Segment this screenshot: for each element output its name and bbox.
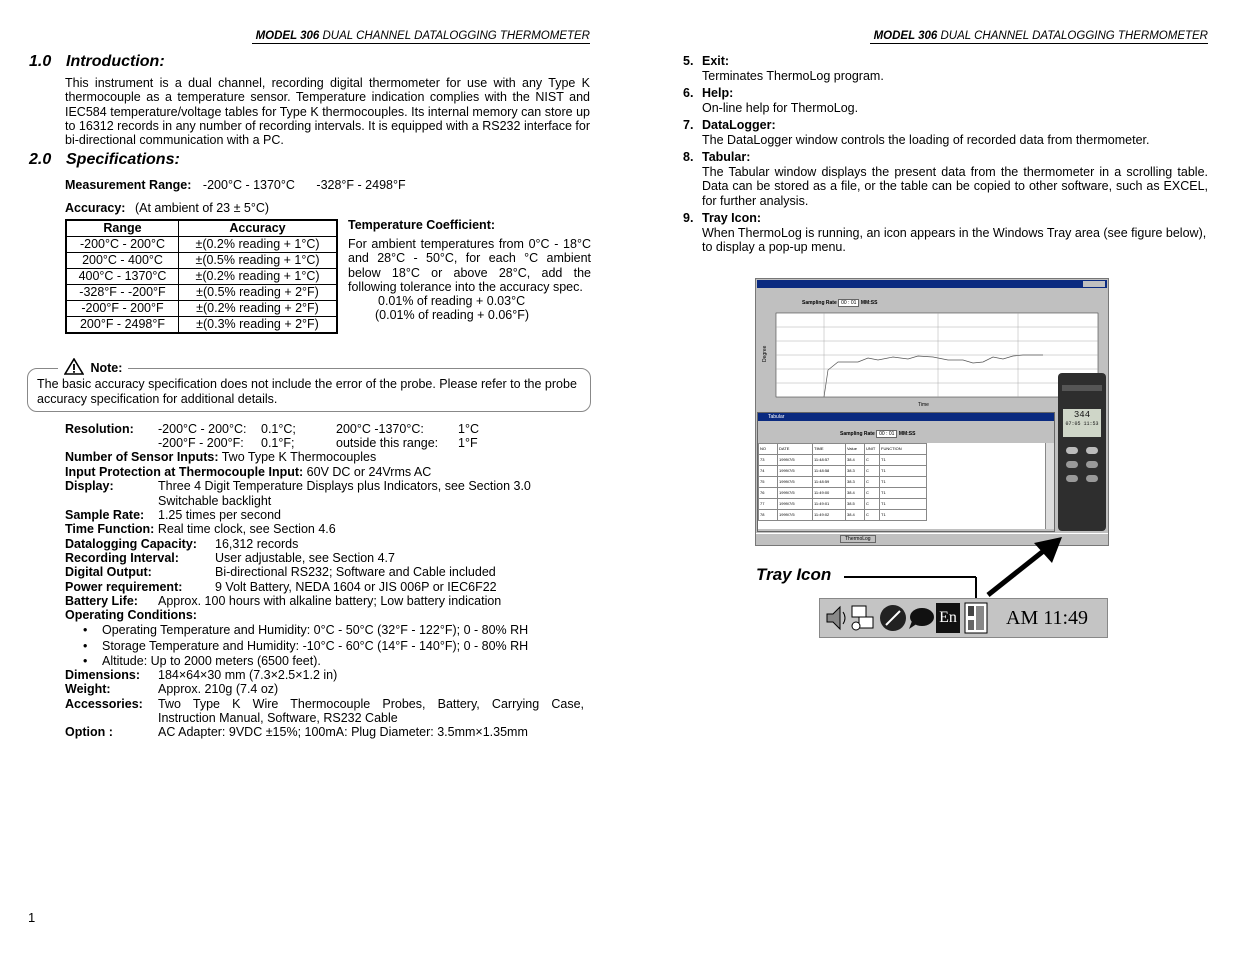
page-header-right [870, 30, 1208, 44]
header-model: MODEL 306 [873, 30, 938, 42]
meter-reading-sub: 07:05 11:53 [1065, 421, 1099, 427]
tabular-table: NO DATE TIME Value UNIT FUNCTION 73 1999/7/5 11:48:57 38.4 C T1 74 1999/7/5 11:48:58 38.3 C T1 75 1999/7/5 11:48:59 38.3 C T1 76 1999/7/5 11:49:00 38.4 C T1 77 1999/7/5 11:49:01 38.5 C T1 78 1999/7/5 11:49:02 38.4 C T1 [758, 443, 927, 521]
list-item: 6. Help: On-line help for ThermoLog. [683, 86, 859, 115]
measurement-range: Measurement Range: -200°C - 1370°C -328°F - 2498°F [65, 178, 406, 192]
thermolog-tray-icon[interactable] [964, 602, 988, 634]
list-item: 5. Exit: Terminates ThermoLog program. [683, 54, 884, 83]
time-function: Time Function: Real time clock, see Section 4.6 [65, 522, 336, 536]
table-row: 78 1999/7/5 11:49:02 38.4 C T1 [759, 510, 927, 521]
callout-arrows [840, 535, 1070, 605]
intro-text: This instrument is a dual channel, recording digital thermometer for use with any Type K thermocouple as a temperature sensor. Temperature indication complies with the NIST and IEC584 temperature/voltage tables for Type K thermocouples. Its internal memory can store up to 16312 records in any number of recording intervals. It is equipped with a RS232 interface for bi-directional communication with a PC. [65, 76, 590, 148]
graph-menu-bar [758, 289, 1106, 297]
list-item: • Storage Temperature and Humidity: -10°C - 60°C (14°F - 140°F); 0 - 80% RH [85, 639, 528, 653]
network-icon [850, 603, 876, 633]
zoomed-system-tray [819, 598, 1108, 638]
meter-reading-main: 344 [1073, 410, 1091, 420]
page-header-left [252, 30, 590, 44]
table-row: -200°F - 200°F ±(0.2% reading + 2°F) [66, 301, 337, 317]
menu-items-list [683, 54, 1208, 255]
sampling-rate-unit: MM:SS [860, 300, 878, 306]
temp-coefficient-title: Temperature Coefficient: [348, 218, 496, 232]
note-label: Note: [90, 361, 123, 375]
accuracy-table [65, 219, 338, 334]
thermometer-meter-image [1058, 373, 1106, 531]
specs-heading: 2.0 Specifications: [29, 151, 180, 168]
temp-coefficient-text: For ambient temperatures from 0°C - 18°C and 28°C - 50°C, for each °C ambient below 18°C or above 28°C, add the following tolerance into the accuracy spec. [348, 237, 591, 294]
window-controls[interactable] [1083, 281, 1105, 287]
sampling-rate-label: Sampling Rate [802, 300, 837, 306]
table-row: 400°C - 1370°C ±(0.2% reading + 1°C) [66, 269, 337, 285]
sampling-rate-input[interactable]: 00 : 01 [838, 299, 859, 307]
table-row: 77 1999/7/5 11:49:01 38.5 C T1 [759, 499, 927, 510]
temp-coefficient-line1: 0.01% of reading + 0.03°C [378, 294, 526, 308]
speaker-icon [824, 603, 848, 633]
input-protection: Input Protection at Thermocouple Input: 60V DC or 24Vrms AC [65, 465, 432, 479]
tabular-titlebar: Tabular [758, 413, 1054, 421]
thermolog-screenshot [755, 278, 1109, 546]
list-item: • Operating Temperature and Humidity: 0°C - 50°C (32°F - 122°F); 0 - 80% RH [85, 623, 528, 637]
language-indicator[interactable]: En [936, 603, 960, 633]
sensor-inputs: Number of Sensor Inputs: Two Type K Thermocouples [65, 450, 377, 464]
list-item: • Altitude: Up to 2000 meters (6500 feet). [85, 654, 321, 668]
degree-axis-label: Degree [762, 345, 768, 362]
tabular-grid [758, 443, 1046, 529]
tabular-toolbar: Sampling Rate 00 : 01 MM:SS [840, 431, 916, 437]
graph-toolbar [758, 298, 1106, 308]
accuracy-line: Accuracy: (At ambient of 23 ± 5°C) [65, 201, 270, 215]
intro-heading: 1.0 Introduction: [29, 53, 165, 70]
temp-coefficient-line2: (0.01% of reading + 0.06°F) [375, 308, 530, 322]
table-row: 74 1999/7/5 11:48:58 38.3 C T1 [759, 466, 927, 477]
note-label-wrap [58, 358, 128, 375]
list-item: 8. Tabular: The Tabular window displays the present data from the thermometer in a scrolling table. Data can be stored as a file, or the table can be copied to other software, such as EXCEL, for further analysis. [683, 150, 1208, 208]
list-item: 7. DataLogger: The DataLogger window controls the loading of recorded data from thermometer. [683, 118, 1150, 147]
table-row: 76 1999/7/5 11:49:00 38.4 C T1 [759, 488, 927, 499]
operating-conditions: Operating Conditions: [65, 608, 197, 622]
table-row: 200°F - 2498°F ±(0.3% reading + 2°F) [66, 317, 337, 334]
time-axis-label: Time [918, 402, 929, 408]
table-row: 75 1999/7/5 11:48:59 38.3 C T1 [759, 477, 927, 488]
page-number: 1 [28, 910, 36, 925]
speech-bubble-icon [908, 603, 936, 633]
header-subtitle: DUAL CHANNEL DATALOGGING THERMOMETER [940, 30, 1208, 42]
table-header: Accuracy [179, 220, 338, 237]
note-text: The basic accuracy specification does not include the error of the probe. Please refer to the probe accuracy specification for additional details. [37, 377, 577, 406]
clock-gauge-icon [878, 603, 908, 633]
tray-clock: AM 11:49 [1006, 607, 1089, 629]
tabular-window [757, 412, 1055, 532]
warning-icon [64, 358, 84, 375]
table-row: -200°C - 200°C ±(0.2% reading + 1°C) [66, 237, 337, 253]
header-subtitle: DUAL CHANNEL DATALOGGING THERMOMETER [322, 30, 590, 42]
list-item: 9. Tray Icon: When ThermoLog is running, an icon appears in the Windows Tray area (see figure below), to display a pop-up menu. [683, 211, 1207, 254]
header-model: MODEL 306 [255, 30, 320, 42]
temperature-graph [758, 310, 1106, 410]
table-row: 73 1999/7/5 11:48:57 38.4 C T1 [759, 455, 927, 466]
table-header: Range [66, 220, 179, 237]
tray-icon-label: Tray Icon [756, 565, 832, 584]
taskbar-thermolog-button[interactable]: ThermoLog [840, 535, 876, 543]
meter-lcd [1063, 409, 1101, 437]
table-row: 200°C - 400°C ±(0.5% reading + 1°C) [66, 253, 337, 269]
table-row: -328°F - -200°F ±(0.5% reading + 2°F) [66, 285, 337, 301]
tabular-scrollbar[interactable] [1045, 443, 1054, 529]
graph-window-titlebar [757, 280, 1107, 288]
